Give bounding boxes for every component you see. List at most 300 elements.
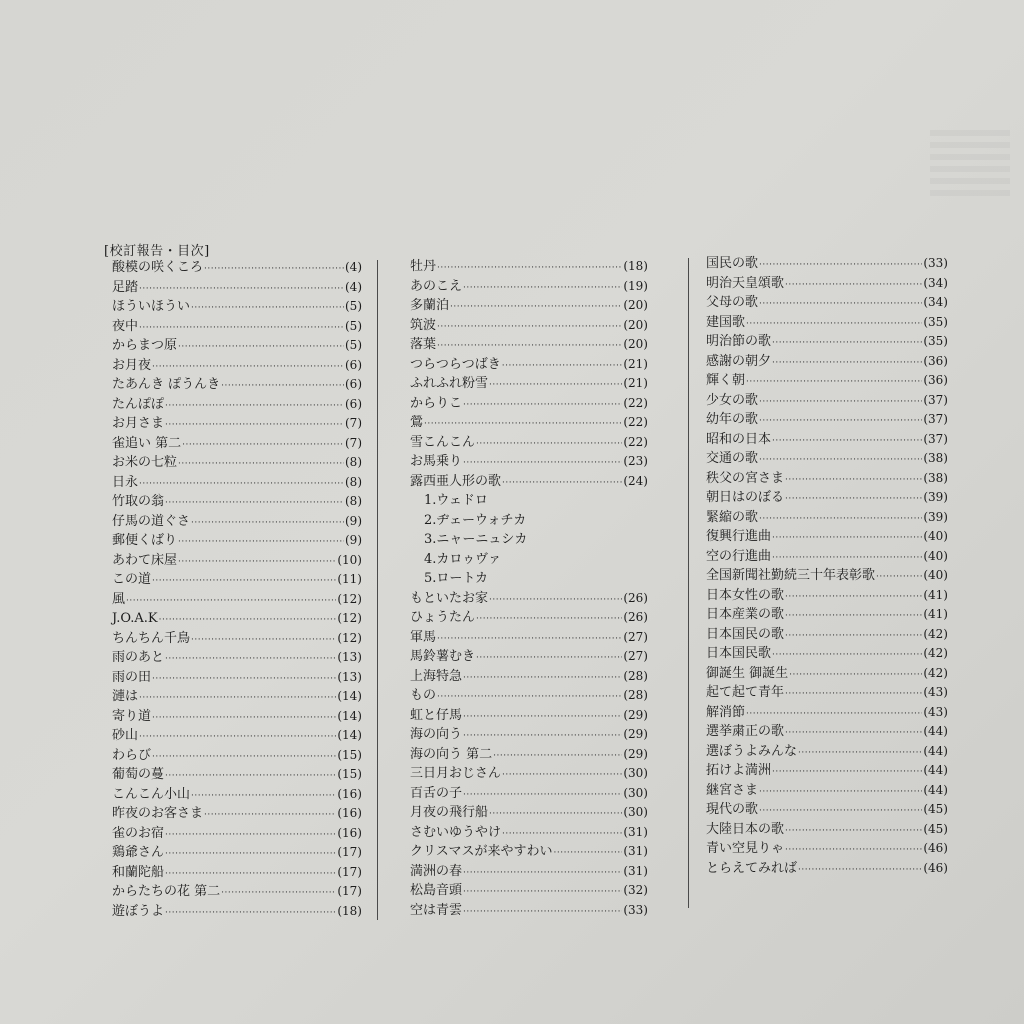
entry-page-number: (6) [345, 357, 362, 372]
entry-title: あわて床屋 [112, 552, 178, 568]
toc-entry [410, 355, 648, 375]
entry-page-number: (12) [337, 591, 362, 606]
entry-title: 鶯 [410, 415, 424, 430]
toc-entry [706, 703, 948, 723]
toc-entry [410, 686, 648, 706]
entry-title: とらえてみれば [706, 860, 798, 876]
entry-page-number: (20) [623, 337, 648, 351]
entry-page-number: (12) [337, 611, 362, 625]
entry-title: 和蘭陀船 [112, 864, 165, 880]
entry-title: 寄り道 [112, 708, 152, 724]
toc-entry [112, 882, 362, 902]
toc-entry [706, 566, 948, 586]
toc-subentry [410, 530, 648, 550]
entry-page-number: (40) [923, 529, 948, 543]
toc-entry [410, 316, 648, 336]
entry-title: お米の七粒 [112, 455, 178, 470]
entry-title: つらつらつばき [410, 356, 501, 372]
entry-title: 大陸日本の歌 [706, 821, 785, 837]
entry-title: 雀のお宿 [112, 825, 165, 841]
entry-title: 漣は [112, 689, 139, 704]
entry-page-number: (28) [623, 668, 648, 683]
entry-page-number: (13) [337, 669, 362, 684]
entry-title: 交通の歌 [706, 451, 759, 466]
entry-page-number: (43) [923, 704, 948, 719]
dot-leader [450, 298, 622, 318]
toc-subentry [410, 511, 648, 531]
entry-title: 日本国民歌 [706, 646, 772, 661]
dot-leader [178, 338, 344, 358]
entry-title: 酸模の咲くころ [112, 260, 204, 275]
dot-leader [798, 744, 922, 764]
toc-entry [112, 395, 362, 415]
entry-page-number: (21) [623, 356, 648, 371]
dot-leader [463, 903, 622, 923]
toc-entry [112, 765, 362, 785]
entry-title: 輝く朝 [706, 373, 746, 388]
entry-title: 仔馬の道ぐさ [112, 513, 191, 529]
toc-entry [410, 452, 648, 472]
toc-entry [706, 683, 948, 703]
dot-leader [785, 841, 922, 861]
entry-title: 月夜の飛行船 [410, 805, 489, 820]
toc-subentry [410, 491, 648, 511]
entry-page-number: (17) [337, 864, 362, 879]
toc-entry [706, 332, 948, 352]
toc-entry [706, 586, 948, 606]
toc-entry [706, 254, 948, 274]
toc-entry [706, 547, 948, 567]
entry-page-number: (8) [345, 455, 362, 469]
entry-title: 明治天皇頌歌 [706, 275, 785, 291]
toc-subentry [410, 550, 648, 570]
entry-page-number: (29) [623, 746, 648, 761]
entry-title: J.O.A.K [112, 611, 158, 626]
toc-entry [112, 629, 362, 649]
dot-leader [191, 514, 344, 534]
dot-leader [463, 669, 622, 689]
dot-leader [178, 533, 344, 553]
entry-page-number: (9) [345, 533, 362, 547]
toc-entry [706, 781, 948, 801]
toc-entry [112, 434, 362, 454]
entry-title: からたちの花 第二 [112, 884, 221, 899]
dot-leader [463, 883, 622, 903]
entry-page-number: (11) [337, 572, 362, 586]
entry-title: 雀追い 第二 [112, 435, 182, 451]
entry-page-number: (26) [623, 590, 648, 605]
entry-title: 青い空見りゃ [706, 841, 785, 856]
entry-page-number: (42) [923, 665, 948, 680]
toc-entry [706, 449, 948, 469]
entry-title: 落葉 [410, 337, 437, 352]
entry-page-number: (7) [345, 435, 362, 450]
toc-entry [410, 374, 648, 394]
toc-entry [410, 862, 648, 882]
dot-leader [759, 783, 922, 803]
entry-title: 郵便くばり [112, 533, 178, 548]
dot-leader [165, 767, 336, 787]
entry-title: 虹と仔馬 [410, 707, 463, 723]
dot-leader [178, 553, 336, 573]
toc-entry [706, 605, 948, 625]
toc-entry [112, 297, 362, 317]
entry-title: 竹取の翁 [112, 494, 165, 509]
entry-page-number: (10) [337, 552, 362, 567]
toc-entry [112, 707, 362, 727]
dot-leader [437, 318, 622, 338]
entry-title: 露西亜人形の歌 [410, 473, 502, 489]
dot-leader [785, 685, 922, 705]
entry-title: 百舌の子 [410, 785, 463, 801]
dot-leader [785, 822, 922, 842]
entry-page-number: (34) [923, 275, 948, 290]
entry-title: 2.ヂェーウォチカ [424, 512, 527, 528]
entry-page-number: (35) [923, 334, 948, 348]
entry-page-number: (46) [923, 860, 948, 875]
entry-title: 緊縮の歌 [706, 509, 759, 525]
dot-leader [165, 826, 336, 846]
entry-page-number: (4) [345, 260, 362, 274]
dot-leader [502, 474, 622, 494]
toc-entry [706, 508, 948, 528]
dot-leader [152, 670, 336, 690]
entry-page-number: (37) [923, 431, 948, 446]
dot-leader [165, 397, 344, 417]
dot-leader [489, 591, 622, 611]
toc-entry [112, 668, 362, 688]
entry-title: からまつ原 [112, 338, 178, 353]
entry-page-number: (45) [923, 821, 948, 836]
entry-page-number: (36) [923, 373, 948, 387]
toc-entry [706, 352, 948, 372]
entry-page-number: (37) [923, 412, 948, 426]
entry-title: 日永 [112, 474, 139, 490]
entry-title: 葡萄の蔓 [112, 767, 165, 782]
dot-leader [785, 471, 922, 491]
entry-title: 満洲の春 [410, 863, 463, 879]
toc-column-1 [112, 258, 362, 921]
dot-leader [165, 416, 344, 436]
entry-page-number: (41) [923, 587, 948, 602]
dot-leader [746, 373, 922, 393]
entry-title: お馬乗り [410, 454, 463, 469]
toc-entry [112, 492, 362, 512]
entry-title: さむいゆうやけ [410, 824, 502, 840]
entry-page-number: (18) [623, 259, 648, 273]
entry-page-number: (37) [923, 392, 948, 407]
dot-leader [152, 748, 336, 768]
toc-entry [706, 839, 948, 859]
toc-entry [112, 336, 362, 356]
toc-entry [410, 647, 648, 667]
entry-title: 松島音頭 [410, 883, 463, 898]
entry-title: 雨の田 [112, 669, 152, 685]
dot-leader [772, 646, 922, 666]
entry-title: 全国新聞社勤続三十年表彰歌 [706, 568, 876, 583]
dot-leader [785, 627, 922, 647]
dot-leader [139, 475, 344, 495]
toc-entry [410, 628, 648, 648]
column-divider [688, 258, 689, 908]
entry-page-number: (14) [337, 689, 362, 703]
entry-page-number: (39) [923, 509, 948, 524]
toc-entry [410, 394, 648, 414]
entry-page-number: (42) [923, 646, 948, 660]
entry-page-number: (17) [337, 884, 362, 898]
entry-title: 現代の歌 [706, 802, 759, 817]
entry-page-number: (18) [337, 903, 362, 918]
entry-page-number: (5) [345, 299, 362, 313]
entry-title: 起て起て青年 [706, 685, 785, 700]
entry-title: 遊ぼうよ [112, 903, 165, 919]
dot-leader [437, 259, 622, 279]
entry-page-number: (36) [923, 353, 948, 368]
toc-entry [410, 335, 648, 355]
entry-page-number: (30) [623, 766, 648, 780]
dot-leader [489, 376, 622, 396]
toc-entry [410, 608, 648, 628]
entry-title: 鶏爺さん [112, 845, 165, 860]
entry-page-number: (45) [923, 802, 948, 816]
entry-page-number: (5) [345, 318, 362, 333]
toc-entry [706, 410, 948, 430]
toc-entry [410, 296, 648, 316]
toc-entry [706, 625, 948, 645]
dot-leader [221, 377, 344, 397]
toc-entry [706, 430, 948, 450]
entry-page-number: (24) [623, 473, 648, 488]
dot-leader [553, 844, 622, 864]
toc-entry [112, 687, 362, 707]
toc-entry [706, 293, 948, 313]
dot-leader [191, 299, 344, 319]
toc-entry [706, 313, 948, 333]
toc-entry [112, 453, 362, 473]
toc-entry [112, 278, 362, 298]
entry-page-number: (12) [337, 630, 362, 645]
entry-title: 父母の歌 [706, 295, 759, 310]
entry-title: たんぽぽ [112, 396, 165, 412]
toc-entry [706, 274, 948, 294]
entry-page-number: (21) [623, 376, 648, 390]
entry-title: からりこ [410, 395, 463, 411]
toc-entry [706, 527, 948, 547]
entry-page-number: (16) [337, 786, 362, 801]
entry-title: 1.ウェドロ [424, 493, 488, 508]
entry-page-number: (26) [623, 610, 648, 624]
entry-page-number: (8) [345, 474, 362, 489]
toc-entry [706, 391, 948, 411]
entry-title: 拓けよ満洲 [706, 763, 772, 778]
toc-entry [706, 820, 948, 840]
entry-title: ほういほうい [112, 299, 191, 314]
entry-title: 多蘭泊 [410, 298, 450, 313]
dot-leader [785, 276, 922, 296]
dot-leader [759, 510, 922, 530]
dot-leader [165, 904, 336, 924]
toc-entry [410, 881, 648, 901]
entry-title: 風 [112, 591, 126, 607]
dot-leader [772, 354, 922, 374]
entry-title: 上海特急 [410, 668, 463, 684]
entry-title: この道 [112, 572, 152, 587]
toc-entry [706, 722, 948, 742]
entry-page-number: (30) [623, 805, 648, 819]
dot-leader [476, 435, 622, 455]
entry-title: 昭和の日本 [706, 431, 772, 447]
dot-leader [502, 357, 623, 377]
toc-entry [706, 664, 948, 684]
entry-title: 海の向う 第二 [410, 746, 493, 762]
entry-title: もといたお家 [410, 590, 489, 606]
entry-title: 空の行進曲 [706, 548, 772, 564]
entry-page-number: (23) [623, 454, 648, 468]
entry-title: 感謝の朝夕 [706, 353, 772, 369]
dot-leader [785, 490, 922, 510]
entry-page-number: (40) [923, 548, 948, 563]
entry-page-number: (29) [623, 707, 648, 722]
dot-leader [772, 432, 922, 452]
dot-leader [191, 631, 336, 651]
entry-title: 昨夜のお客さま [112, 806, 204, 821]
toc-entry [410, 725, 648, 745]
toc-entry [410, 667, 648, 687]
toc-entry [112, 824, 362, 844]
entry-title: 少女の歌 [706, 392, 759, 408]
dot-leader [502, 766, 622, 786]
toc-entry [706, 488, 948, 508]
dot-leader [772, 334, 922, 354]
dot-leader [463, 708, 622, 728]
entry-title: 幼年の歌 [706, 412, 759, 427]
toc-entry [706, 644, 948, 664]
dot-leader [785, 607, 922, 627]
entry-page-number: (39) [923, 490, 948, 504]
entry-title: ひょうたん [410, 610, 476, 625]
entry-title: 復興行進曲 [706, 529, 772, 544]
entry-title: 朝日はのぼる [706, 490, 785, 505]
entry-page-number: (44) [923, 743, 948, 758]
dot-leader [772, 763, 922, 783]
toc-entry [410, 413, 648, 433]
dot-leader [178, 455, 344, 475]
toc-entry [112, 414, 362, 434]
dot-leader [139, 728, 336, 748]
section-header: [校訂報告・目次] [104, 244, 210, 259]
toc-column-3 [706, 254, 948, 878]
bleed-through-shadow [930, 130, 1010, 200]
entry-title: 夜中 [112, 318, 139, 334]
entry-page-number: (16) [337, 806, 362, 820]
entry-title: 日本国民の歌 [706, 626, 785, 642]
entry-page-number: (31) [623, 824, 648, 839]
dot-leader [463, 864, 622, 884]
toc-entry [112, 746, 362, 766]
entry-title: 雪こんこん [410, 434, 476, 450]
dot-leader [746, 315, 922, 335]
toc-entry [112, 590, 362, 610]
toc-entry [410, 901, 648, 921]
toc-entry [410, 842, 648, 862]
toc-entry [112, 551, 362, 571]
dot-leader [463, 396, 622, 416]
dot-leader [463, 279, 622, 299]
dot-leader [785, 588, 922, 608]
dot-leader [759, 295, 922, 315]
entry-title: 国民の歌 [706, 256, 759, 271]
toc-entry [706, 469, 948, 489]
entry-page-number: (14) [337, 728, 362, 742]
dot-leader [759, 393, 922, 413]
dot-leader [165, 650, 336, 670]
entry-page-number: (9) [345, 513, 362, 528]
entry-page-number: (27) [623, 629, 648, 644]
entry-page-number: (29) [623, 727, 648, 741]
dot-leader [165, 845, 336, 865]
entry-page-number: (4) [345, 279, 362, 294]
entry-title: 三日月おじさん [410, 766, 502, 781]
toc-entry [112, 473, 362, 493]
entry-page-number: (15) [337, 747, 362, 762]
entry-title: 明治節の歌 [706, 334, 772, 349]
entry-title: たあんき ぽうんき [112, 377, 221, 392]
entry-title: 雨のあと [112, 650, 165, 665]
entry-title: 砂山 [112, 728, 139, 743]
toc-entry [112, 356, 362, 376]
toc-entry [410, 706, 648, 726]
entry-page-number: (15) [337, 767, 362, 781]
entry-title: 海の向う [410, 727, 463, 742]
entry-title: お月さま [112, 416, 165, 431]
entry-title: 建国歌 [706, 314, 746, 330]
entry-page-number: (20) [623, 298, 648, 312]
toc-entry [112, 726, 362, 746]
entry-page-number: (38) [923, 470, 948, 485]
dot-leader [204, 260, 344, 280]
entry-page-number: (43) [923, 685, 948, 699]
toc-subentry [410, 569, 648, 589]
entry-title: 牡丹 [410, 259, 437, 274]
entry-page-number: (17) [337, 845, 362, 859]
toc-entry [112, 609, 362, 629]
dot-leader [489, 805, 622, 825]
entry-page-number: (42) [923, 626, 948, 641]
toc-entry [410, 257, 648, 277]
entry-page-number: (16) [337, 825, 362, 840]
toc-entry [112, 531, 362, 551]
dot-leader [785, 724, 922, 744]
entry-title: 馬鈴薯むき [410, 649, 476, 664]
entry-title: こんこん小山 [112, 786, 191, 802]
toc-entry [706, 800, 948, 820]
entry-title: 空は青雲 [410, 902, 463, 918]
dot-leader [789, 666, 922, 686]
entry-title: 日本女性の歌 [706, 587, 785, 603]
toc-entry [112, 512, 362, 532]
dot-leader [476, 610, 622, 630]
entry-title: 解消節 [706, 704, 746, 720]
entry-title: 筑波 [410, 317, 437, 333]
entry-page-number: (27) [623, 649, 648, 663]
entry-page-number: (44) [923, 763, 948, 777]
toc-entry [410, 823, 648, 843]
toc-entry [410, 277, 648, 297]
entry-page-number: (44) [923, 724, 948, 738]
entry-page-number: (38) [923, 451, 948, 465]
dot-leader [165, 494, 344, 514]
column-divider [377, 260, 378, 920]
